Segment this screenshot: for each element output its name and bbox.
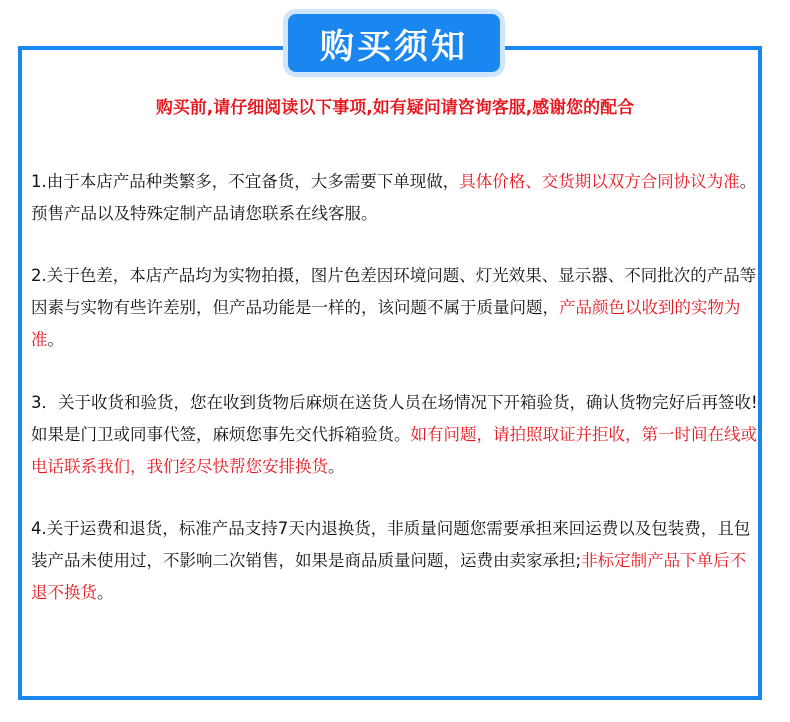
section-1-text-b: 。预售产品以及特殊定制产品请您联系在线客服。 bbox=[31, 172, 757, 223]
notice-subtitle: 购买前,请仔细阅读以下事项,如有疑问请咨询客服,感谢您的配合 bbox=[155, 98, 635, 118]
section-4-highlight: 非标定制产品下单后不退不换货 bbox=[31, 551, 747, 602]
section-3-text-a: 3．关于收货和验货，您在收到货物后麻烦在送货人员在场情况下开箱验货，确认货物完好后再签收!如果是门卫或同事代签，麻烦您事先交代拆箱验货。 bbox=[31, 393, 758, 444]
section-2-text-a: 2.关于色差，本店产品均为实物拍摄，图片色差因环境问题、灯光效果、显示器、不同批次的产品等因素与实物有些许差别，但产品功能是一样的，该问题不属于质量问题， bbox=[31, 266, 757, 317]
title-badge bbox=[288, 14, 500, 72]
notice-section-4 bbox=[31, 513, 759, 609]
notice-section-3 bbox=[31, 387, 759, 483]
section-4-text-a: 4.关于运费和退货，标准产品支持7天内退换货，非质量问题您需要承担来回运费以及包装费，且包装产品未使用过，不影响二次销售，如果是商品质量问题，运费由卖家承担; bbox=[31, 519, 751, 570]
section-3-highlight: 如有问题，请拍照取证并拒收，第一时间在线或电话联系我们，我们经尽快帮您安排换货 bbox=[31, 425, 757, 476]
notice-section-2 bbox=[31, 260, 759, 356]
section-1-text-a: 1.由于本店产品种类繁多，不宜备货，大多需要下单现做， bbox=[31, 172, 460, 191]
section-4-text-b: 。 bbox=[97, 583, 114, 602]
section-3-text-b: 。 bbox=[328, 457, 345, 476]
section-2-highlight: 产品颜色以收到的实物为准 bbox=[31, 298, 741, 349]
section-2-text-b: 。 bbox=[47, 330, 64, 349]
page-title: 购买须知 bbox=[320, 26, 468, 67]
section-1-highlight: 具体价格、交货期以双方合同协议为准 bbox=[459, 172, 740, 191]
notice-section-1 bbox=[31, 166, 759, 230]
